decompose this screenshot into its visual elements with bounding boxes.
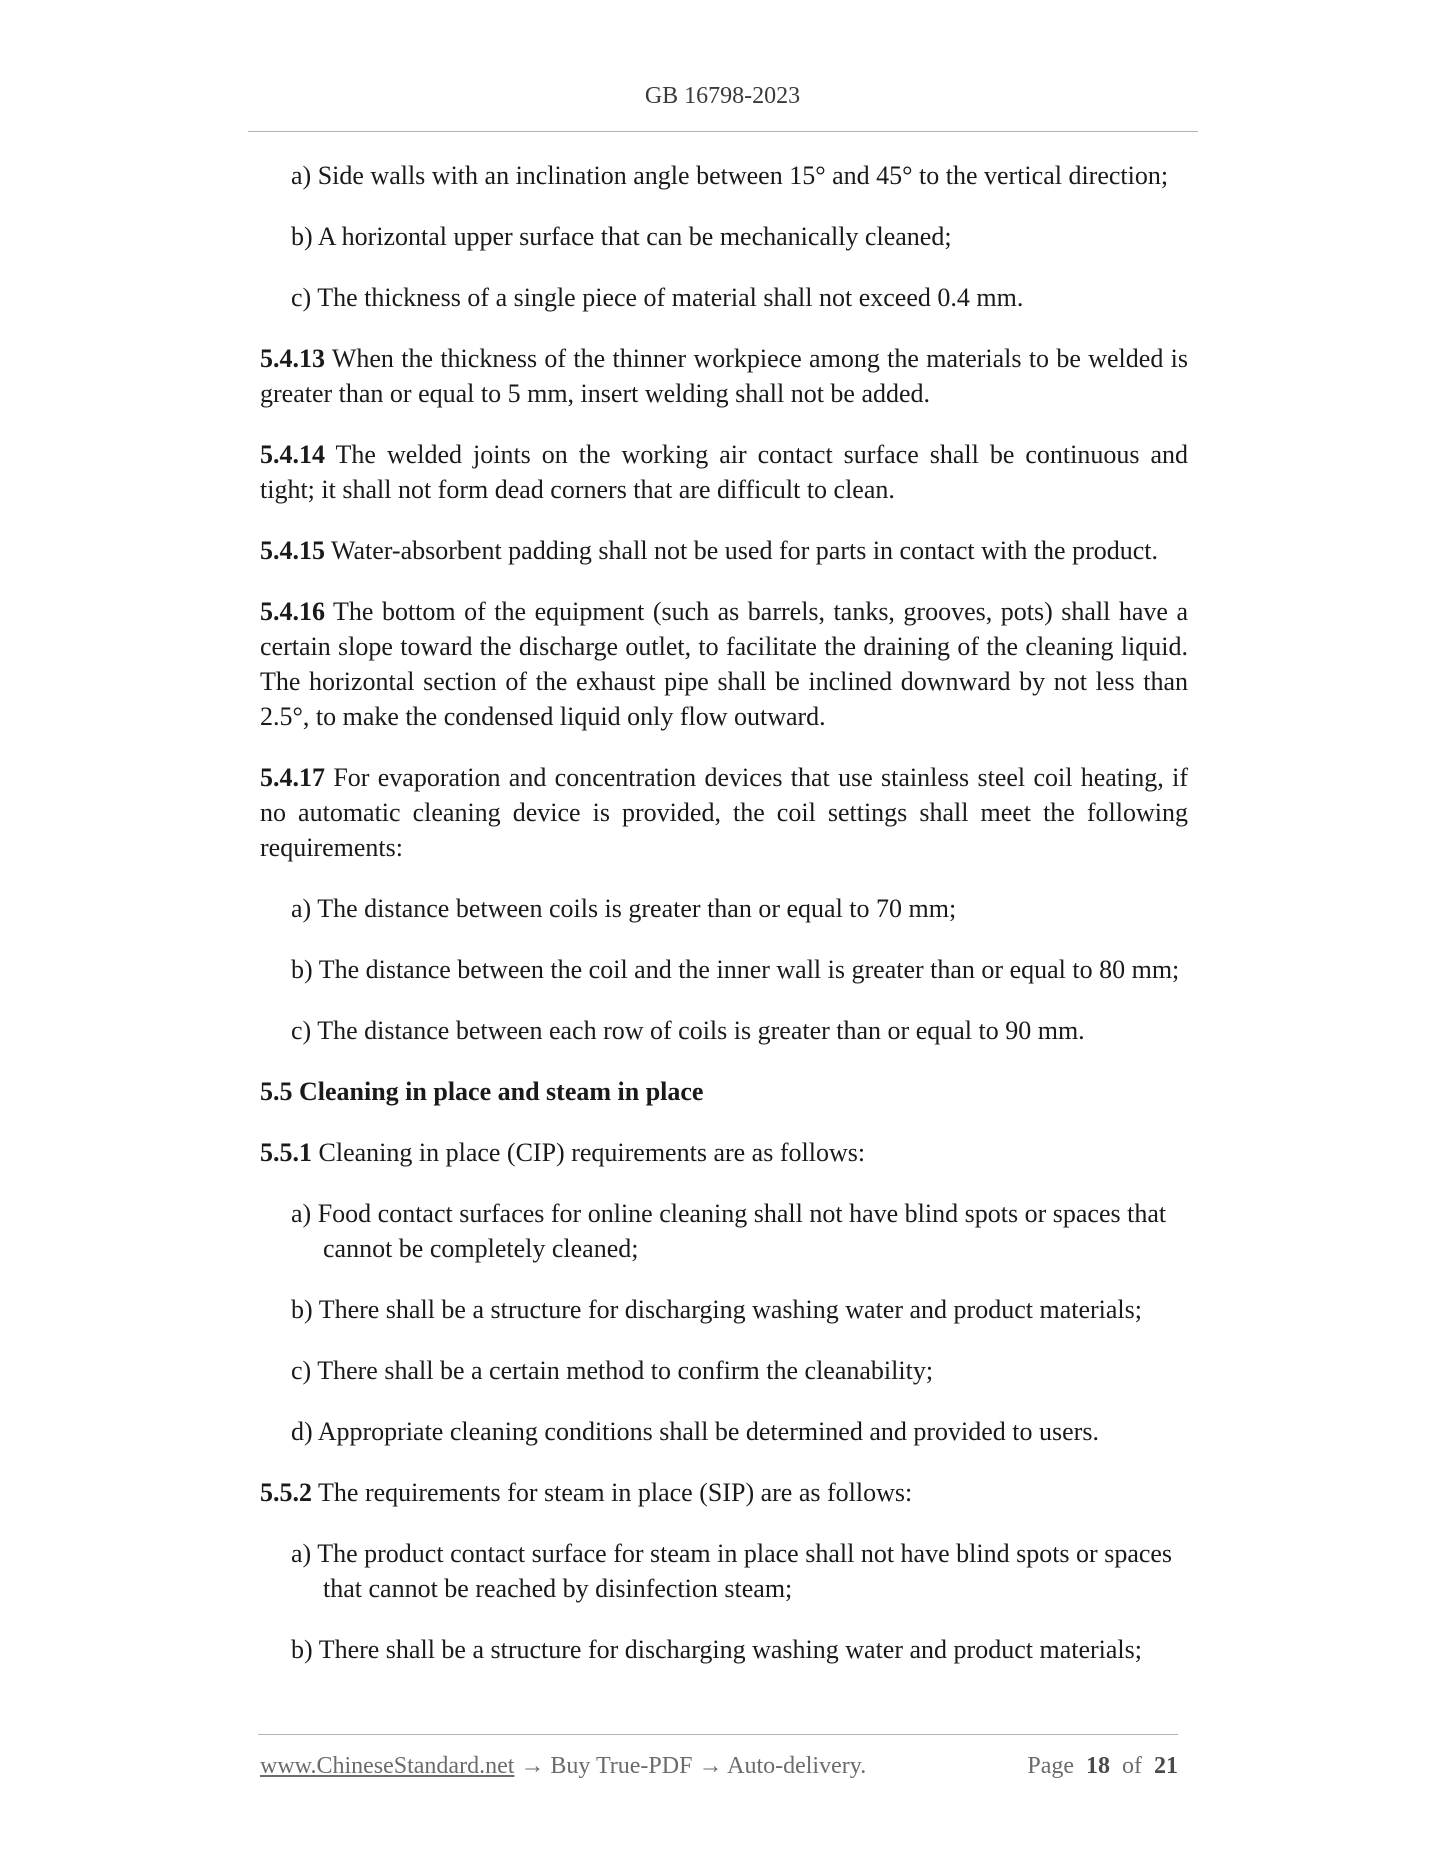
clause-number: 5.4.15 bbox=[260, 536, 325, 565]
promo-text: → Buy True-PDF → Auto-delivery. bbox=[514, 1753, 867, 1779]
clause-text: The requirements for steam in place (SIP) are as follows: bbox=[312, 1478, 913, 1507]
list-item: b) The distance between the coil and the inner wall is greater than or equal to 80 mm; bbox=[291, 955, 1180, 984]
list-item: a) Food contact surfaces for online cleaning shall not have blind spots or spaces that cannot be completely cleaned; bbox=[291, 1199, 1167, 1263]
clause-text: Water-absorbent padding shall not be used for parts in contact with the product. bbox=[325, 536, 1159, 565]
clause-5-4-16 bbox=[260, 594, 1188, 734]
website-link[interactable]: www.ChineseStandard.net bbox=[260, 1753, 515, 1779]
footer-divider bbox=[258, 1734, 1178, 1735]
clause-text: Cleaning in place (CIP) requirements are as follows: bbox=[312, 1138, 866, 1167]
list-item: b) There shall be a structure for discharging washing water and product materials; bbox=[291, 1295, 1142, 1324]
clause-number: 5.4.16 bbox=[260, 597, 325, 626]
list-item: a) The distance between coils is greater than or equal to 70 mm; bbox=[291, 894, 957, 923]
clause-5-4-15 bbox=[260, 533, 1188, 568]
clause-text: The welded joints on the working air contact surface shall be continuous and tight; it shall not form dead corners that are difficult to clean. bbox=[260, 440, 1188, 504]
clause-number: 5.5.1 bbox=[260, 1138, 312, 1167]
clause-text: The bottom of the equipment (such as barrels, tanks, grooves, pots) shall have a certain slope toward the discharge outlet, to facilitate the draining of the cleaning liquid. The horizontal section of the exhaust pipe shall be inclined downward by not less than 2.5°, to make the condensed liquid only flow outward. bbox=[260, 597, 1188, 731]
clause-5-4-14 bbox=[260, 437, 1188, 507]
page-indicator bbox=[1027, 1753, 1178, 1780]
of-word: of bbox=[1122, 1753, 1142, 1779]
list-item: c) The distance between each row of coils is greater than or equal to 90 mm. bbox=[291, 1016, 1085, 1045]
page-word: Page bbox=[1027, 1753, 1074, 1779]
clause-number: 5.4.13 bbox=[260, 344, 325, 373]
clause-number: 5.4.17 bbox=[260, 763, 325, 792]
list-item: c) The thickness of a single piece of material shall not exceed 0.4 mm. bbox=[291, 283, 1024, 312]
clause-number: 5.5.2 bbox=[260, 1478, 312, 1507]
page-current: 18 bbox=[1086, 1753, 1110, 1779]
list-item: a) The product contact surface for steam in place shall not have blind spots or spaces that cannot be reached by disinfection steam; bbox=[291, 1539, 1173, 1603]
list-item: b) There shall be a structure for discharging washing water and product materials; bbox=[291, 1635, 1142, 1664]
list-item: d) Appropriate cleaning conditions shall be determined and provided to users. bbox=[291, 1417, 1099, 1446]
clause-number: 5.4.14 bbox=[260, 440, 325, 469]
page-header-title: GB 16798-2023 bbox=[644, 83, 801, 109]
clause-text: When the thickness of the thinner workpiece among the materials to be welded is greater than or equal to 5 mm, insert welding shall not be added. bbox=[260, 344, 1188, 408]
section-heading-5-5: 5.5 Cleaning in place and steam in place bbox=[260, 1077, 704, 1106]
footer-promo bbox=[260, 1753, 866, 1780]
clause-5-4-13 bbox=[260, 341, 1188, 411]
clause-5-5-1 bbox=[260, 1135, 1188, 1170]
list-item: a) Side walls with an inclination angle between 15° and 45° to the vertical direction; bbox=[291, 161, 1169, 190]
page-total: 21 bbox=[1154, 1753, 1178, 1779]
document-body bbox=[260, 158, 1188, 1693]
list-item: c) There shall be a certain method to confirm the cleanability; bbox=[291, 1356, 934, 1385]
list-item: b) A horizontal upper surface that can be mechanically cleaned; bbox=[291, 222, 952, 251]
clause-text: For evaporation and concentration devices that use stainless steel coil heating, if no automatic cleaning device is provided, the coil settings shall meet the following requirements: bbox=[260, 763, 1188, 862]
header-divider bbox=[248, 131, 1198, 132]
clause-5-5-2 bbox=[260, 1475, 1188, 1510]
clause-5-4-17 bbox=[260, 760, 1188, 865]
